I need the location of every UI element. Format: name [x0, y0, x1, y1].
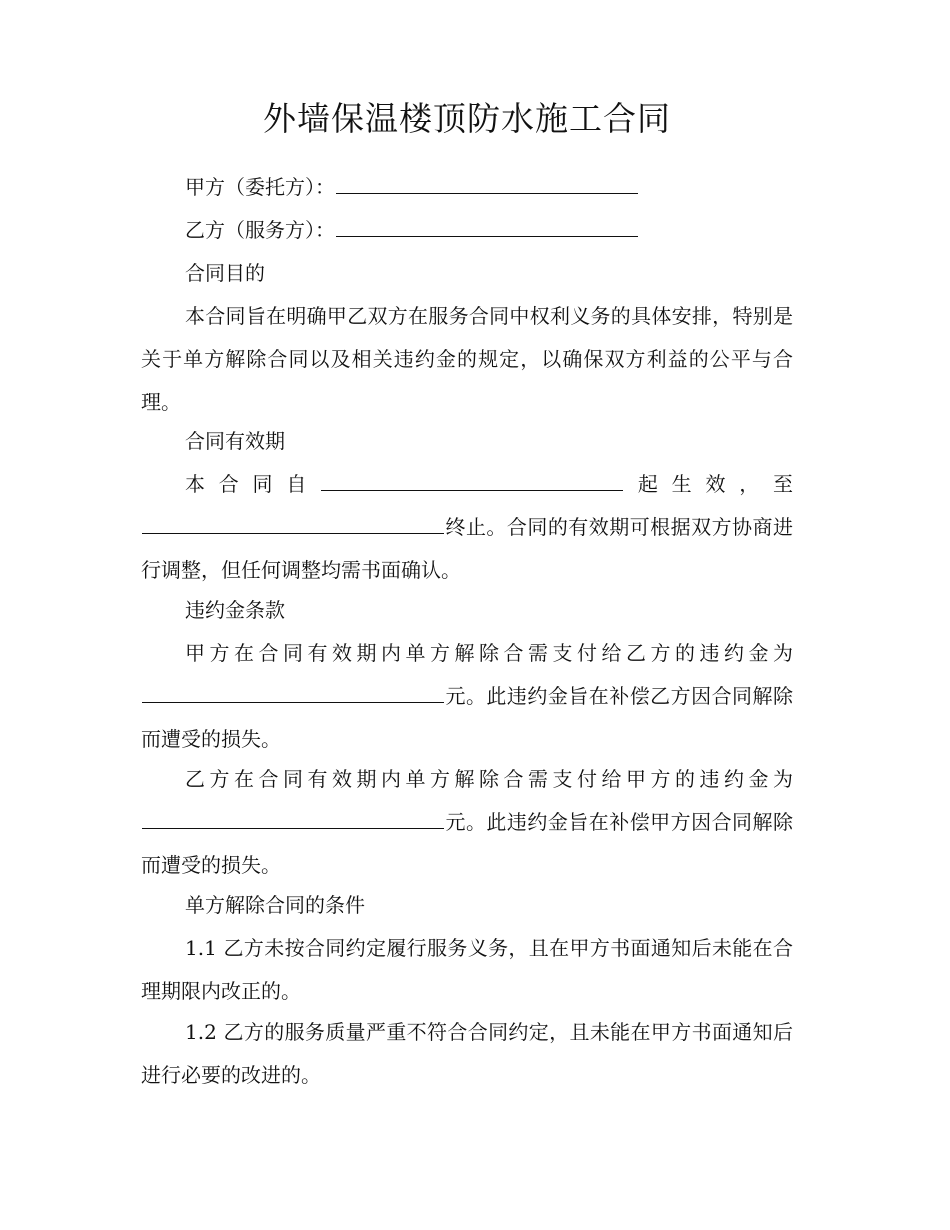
validity-start-blank	[321, 489, 623, 491]
party-b-line	[141, 209, 793, 252]
penalty-b-prefix: 乙方在合同有效期内单方解除合需支付给甲方的违约金为	[185, 767, 793, 791]
validity-heading: 合同有效期	[185, 429, 285, 453]
penalty-a-blank	[142, 701, 444, 703]
penalty-b-paragraph	[141, 758, 793, 887]
purpose-heading: 合同目的	[185, 261, 265, 285]
party-b-blank	[336, 235, 638, 237]
validity-prefix: 本合同自	[185, 472, 321, 496]
penalty-a-paragraph	[141, 632, 793, 761]
party-b-label: 乙方（服务方）：	[185, 218, 335, 242]
party-a-label: 甲方（委托方）：	[185, 175, 335, 199]
validity-end-blank	[142, 532, 444, 534]
purpose-paragraph: 本合同旨在明确甲乙双方在服务合同中权利义务的具体安排，特别是关于单方解除合同以及相关违约金的规定，以确保双方利益的公平与合理。	[141, 304, 793, 414]
clause-1-1: 1.1 乙方未按合同约定履行服务义务，且在甲方书面通知后未能在合理期限内改正的。	[141, 936, 793, 1003]
document-title: 外墙保温楼顶防水施工合同	[263, 99, 671, 138]
party-a-line	[141, 166, 793, 209]
penalty-a-suffix: 元。此违约金旨在补偿乙方因合同解除而遭受的损失。	[141, 684, 793, 751]
validity-paragraph	[141, 463, 793, 592]
termination-heading: 单方解除合同的条件	[185, 893, 365, 917]
party-a-blank	[336, 192, 638, 194]
clause-1-2: 1.2 乙方的服务质量严重不符合合同约定，且未能在甲方书面通知后进行必要的改进的。	[141, 1020, 793, 1087]
validity-suffix: 终止。合同的有效期可根据双方协商进行调整，但任何调整均需书面确认。	[141, 515, 793, 582]
validity-middle: 起生效，至	[624, 472, 794, 496]
penalty-b-blank	[142, 827, 444, 829]
penalty-b-suffix: 元。此违约金旨在补偿甲方因合同解除而遭受的损失。	[141, 810, 793, 877]
penalty-a-prefix: 甲方在合同有效期内单方解除合需支付给乙方的违约金为	[185, 641, 793, 665]
penalty-heading: 违约金条款	[185, 598, 285, 622]
